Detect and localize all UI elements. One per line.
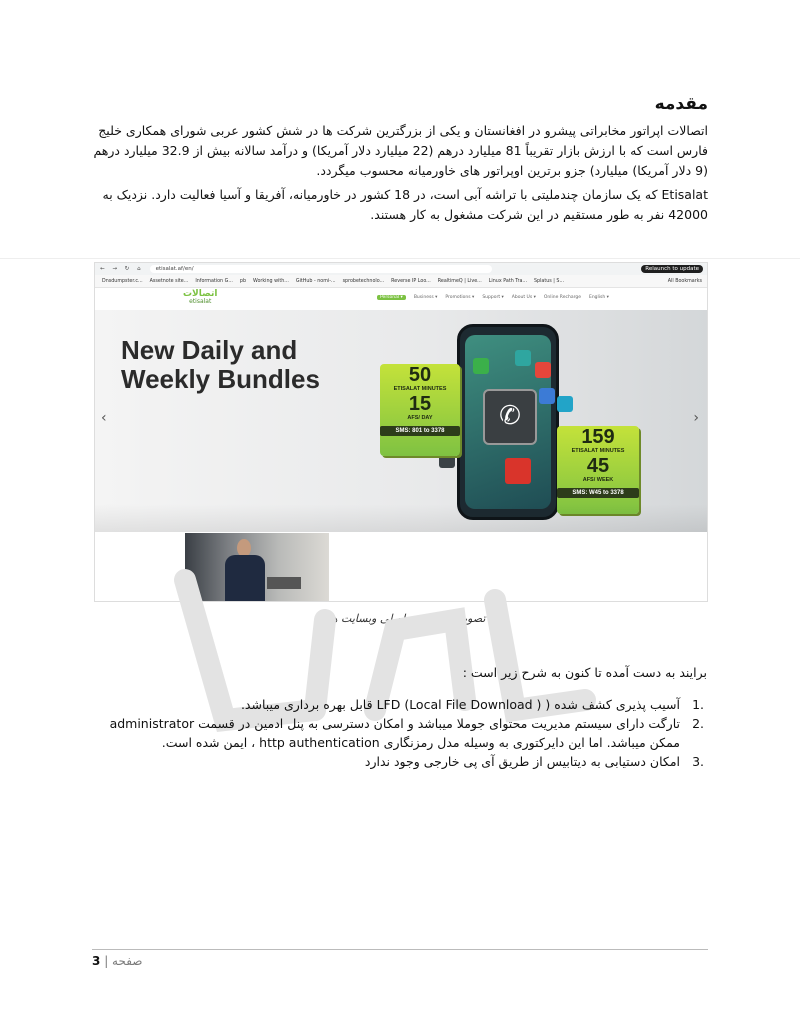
- menu-about: About Us ▾: [511, 295, 536, 300]
- card-unit: AFS/ WEEK: [582, 477, 614, 483]
- card-sms: SMS: W45 to 3378: [557, 488, 639, 498]
- app-tile-icon: [505, 458, 531, 484]
- bookmark-item: Dnsdumpster.c...: [102, 278, 143, 284]
- section-heading: مقدمه: [654, 94, 708, 114]
- results-intro: برایند به دست آمده تا کنون به شرح زیر است :: [462, 665, 707, 680]
- banner-floor: [95, 504, 707, 532]
- bookmark-item: Working with...: [253, 278, 289, 284]
- card-minutes: 159: [581, 426, 615, 448]
- site-menu: [377, 295, 617, 300]
- website-screenshot: [94, 262, 708, 602]
- browser-address-bar: [95, 263, 707, 275]
- list-number: 2.: [692, 716, 704, 731]
- bookmark-item: Assetnote site...: [149, 278, 189, 284]
- url-field: etisalat.af/en/: [150, 265, 492, 273]
- card-price: 45: [586, 455, 610, 477]
- card-unit: AFS/ DAY: [407, 415, 433, 421]
- list-text: آسیب پذیری کشف شده ( LFD (Local File Download ) قابل بهره برداری میباشد.: [240, 697, 680, 712]
- page-number: 3: [92, 954, 101, 968]
- daily-bundle-card: [380, 364, 460, 456]
- footer-separator: |: [104, 954, 113, 968]
- app-tile-icon: [535, 362, 551, 378]
- carousel-next-icon: ›: [693, 410, 699, 426]
- hero-banner: [95, 310, 707, 532]
- footer-divider: [92, 949, 708, 950]
- card-minutes: 50: [408, 364, 432, 386]
- menu-recharge: Online Recharge: [543, 295, 581, 300]
- bookmark-item: GitHub - nomi-...: [295, 278, 336, 284]
- bookmarks-bar: [95, 275, 707, 288]
- list-number: 3.: [692, 754, 704, 769]
- list-text: تارگت دارای سیستم مدیریت محتوای جوملا میباشد و امکان دسترسی به پنل ادمین در قسمت administrator ممکن میباشد. اما این دایرکتوری به وسیله مدل رمزنگاری http authentication ، ایمن شده است.: [109, 716, 680, 750]
- businessman-photo: [185, 533, 329, 601]
- app-tile-icon: [539, 388, 555, 404]
- intro-paragraph-1: اتصالات اپراتور مخابراتی پیشرو در افغانستان و یکی از بزرگترین شرکت ها در شش کشور عربی شورای همکاری خلیج فارس است که با ارزش بازار تقریباً 81 میلیارد درهم (22 میلیارد دلار آمریکا) و درآمد سالانه بیش از 32.9 میلیارد درهم (9 دلار آمریکا) میلیارد) جزو برترین اوپراتور های خاورمیانه محسوب میگردد.: [93, 123, 708, 178]
- menu-support: Support ▾: [482, 295, 504, 300]
- list-item: [93, 752, 706, 771]
- all-bookmarks: All Bookmarks: [667, 278, 702, 284]
- page-label: صفحه: [112, 954, 143, 968]
- menu-business: Business ▾: [413, 295, 438, 300]
- bookmark-item: Splatus | S...: [533, 278, 565, 284]
- menu-personal: Personal ▾: [377, 295, 406, 300]
- divider: [0, 258, 800, 259]
- list-text: امکان دستیابی به دیتابیس از طریق آی پی خارجی وجود ندارد: [364, 754, 680, 769]
- bookmark-item: Information G...: [195, 278, 233, 284]
- bookmark-item: sprobetechnolo...: [342, 278, 385, 284]
- banner-headline: [121, 336, 320, 394]
- weekly-bundle-card: [557, 426, 639, 514]
- app-tile-icon: [515, 350, 531, 366]
- bookmark-item: pb: [239, 278, 247, 284]
- card-price: 15: [408, 393, 432, 415]
- bookmark-item: Reverse IP Loo...: [391, 278, 431, 284]
- page-footer: [92, 954, 143, 968]
- headline-line-2: Weekly Bundles: [121, 364, 320, 394]
- logo-english: etisalat: [189, 298, 212, 305]
- card-label: ETISALAT MINUTES: [571, 448, 625, 454]
- list-number: 1.: [692, 697, 704, 712]
- intro-paragraph-2: Etisalat که یک سازمان چندملیتی با تراشه آبی است، در 18 کشور در خاورمیانه، آفریقا و آسیا فعالیت دارد. نزدیک به 42000 نفر به طور مستقیم در این شرکت مشغول به کار هستند.: [102, 187, 708, 222]
- relaunch-button: Relaunch to update: [641, 265, 703, 273]
- carousel-prev-icon: ‹: [101, 410, 107, 426]
- menu-promotions: Promotions ▾: [445, 295, 475, 300]
- app-tile-icon: [557, 396, 573, 412]
- app-tile-icon: [473, 358, 489, 374]
- card-label: ETISALAT MINUTES: [393, 386, 447, 392]
- bookmark-item: Linux Path Tra...: [488, 278, 527, 284]
- logo-arabic: اتصالات: [183, 289, 218, 299]
- site-navigation: [95, 288, 707, 310]
- etisalat-logo: [183, 291, 217, 305]
- findings-list: [93, 695, 706, 771]
- figure-caption: تصویر 1 - صفحه اصلی وبسایت هدف: [314, 612, 486, 625]
- menu-language: English ▾: [588, 295, 609, 300]
- list-item: [93, 714, 706, 752]
- card-sms: SMS: 801 to 3378: [380, 426, 460, 436]
- bookmark-item: RealtimeQ | Live...: [437, 278, 482, 284]
- list-item: [93, 695, 706, 714]
- phone-call-icon: ✆: [483, 389, 537, 445]
- headline-line-1: New Daily and: [121, 335, 298, 365]
- browser-nav-icons: ← → ↻ ⌂: [100, 266, 144, 272]
